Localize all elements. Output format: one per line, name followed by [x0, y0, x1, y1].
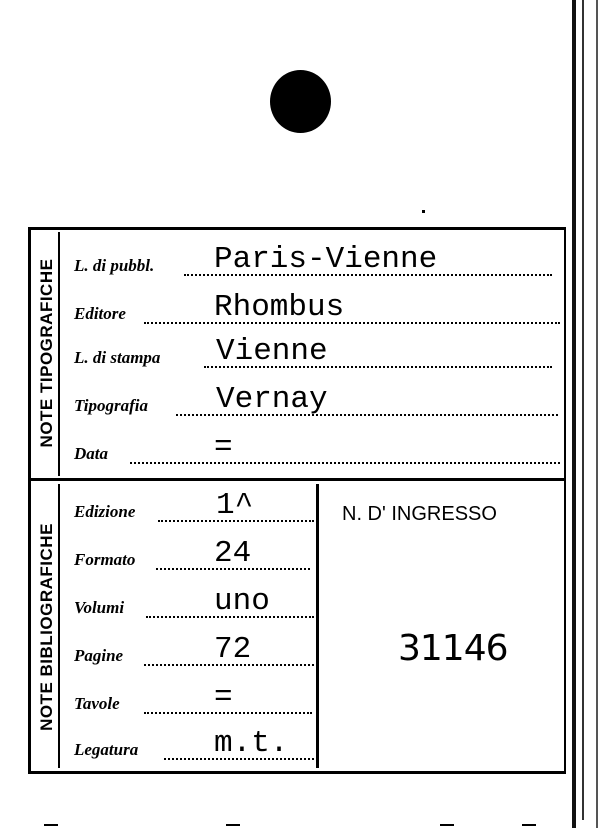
field-label: Formato [74, 550, 136, 569]
ingresso-number: 31146 [398, 628, 508, 669]
field-label: Edizione [74, 502, 136, 521]
field-value: = [214, 680, 233, 715]
field-label: L. di pubbl. [74, 256, 155, 275]
field-luogo-pubblicazione [74, 240, 552, 280]
field-label: Pagine [74, 646, 124, 665]
card-edge-line [596, 0, 598, 828]
field-legatura [74, 724, 314, 764]
field-editore [74, 288, 560, 328]
field-formato [74, 534, 310, 574]
field-luogo-stampa [74, 332, 552, 372]
field-value: = [214, 430, 233, 465]
field-value: uno [214, 584, 270, 619]
ingresso-column-divider [316, 484, 319, 768]
dotted-line [130, 462, 560, 464]
field-label: Tipografia [74, 396, 148, 415]
field-label: L. di stampa [74, 348, 161, 367]
speck [226, 824, 240, 826]
field-label: Data [74, 444, 108, 463]
field-value: Vernay [216, 382, 328, 417]
section-divider [28, 478, 566, 481]
field-tipografia [74, 380, 558, 420]
field-label: Volumi [74, 598, 125, 617]
section-label-tipografiche: NOTE TIPOGRAFICHE [37, 258, 56, 448]
speck [522, 824, 536, 826]
field-value: 1^ [216, 488, 254, 523]
punch-hole [270, 70, 331, 133]
field-label: Editore [74, 304, 126, 323]
field-edizione [74, 486, 314, 526]
ingresso-label: N. D' INGRESSO [342, 503, 497, 525]
field-data [74, 428, 560, 468]
field-label: Tavole [74, 694, 120, 713]
field-value: Rhombus [214, 290, 345, 325]
field-volumi [74, 582, 314, 622]
field-pagine [74, 630, 314, 670]
field-value: 72 [214, 632, 252, 667]
speck [440, 824, 454, 826]
speck [422, 210, 425, 213]
speck [44, 824, 58, 826]
card-edge-line [582, 0, 584, 820]
field-value: m.t. [214, 726, 289, 761]
field-value: Vienne [216, 334, 328, 369]
field-value: 24 [214, 536, 252, 571]
card-edge-line [572, 0, 576, 828]
field-value: Paris-Vienne [214, 242, 438, 277]
section-label-bibliografiche: NOTE BIBLIOGRAFICHE [37, 523, 56, 731]
field-tavole [74, 678, 312, 718]
field-label: Legatura [74, 740, 139, 759]
dotted-line [144, 322, 560, 324]
